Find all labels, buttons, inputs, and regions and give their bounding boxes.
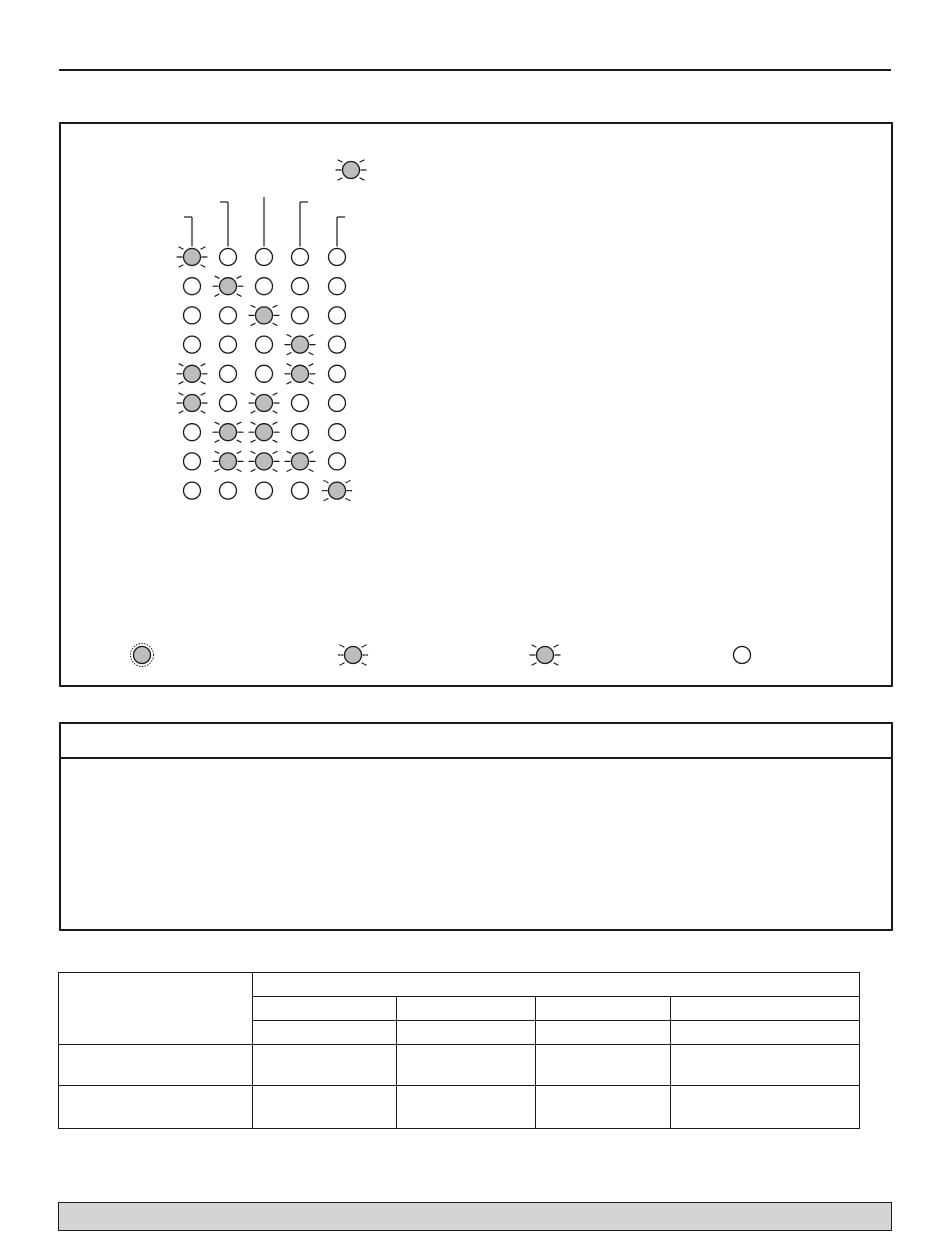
grid-led-icon (292, 424, 309, 441)
table-cell (671, 1021, 860, 1045)
table-cell (536, 1086, 671, 1129)
grid-led-icon (256, 453, 273, 470)
table-cell (536, 997, 671, 1021)
table-row (59, 973, 860, 997)
table-cell (671, 1045, 860, 1086)
grid-led-icon (220, 365, 237, 382)
status-led-icon (343, 162, 360, 179)
grid-led-icon (184, 336, 201, 353)
table-cell (536, 1045, 671, 1086)
grid-led-icon (329, 482, 346, 499)
grid-led-icon (184, 395, 201, 412)
grid-led-icon (256, 482, 273, 499)
grid-led-icon (292, 249, 309, 266)
grid-led-icon (256, 365, 273, 382)
table-cell (397, 1021, 536, 1045)
grid-led-icon (329, 278, 346, 295)
grid-led-icon (184, 424, 201, 441)
legend-led-icon (345, 647, 362, 664)
grid-led-icon (292, 278, 309, 295)
note-box-header (61, 724, 891, 759)
grid-led-icon (184, 453, 201, 470)
grid-led-icon (220, 424, 237, 441)
grid-led-icon (329, 424, 346, 441)
table-cell (253, 1045, 397, 1086)
table-cell (253, 1086, 397, 1129)
grid-led-icon (256, 424, 273, 441)
top-rule (59, 69, 891, 71)
grid-led-icon (329, 307, 346, 324)
grid-led-icon (292, 453, 309, 470)
grid-led-icon (292, 395, 309, 412)
table-cell (671, 1086, 860, 1129)
grid-led-icon (220, 249, 237, 266)
legend-led-icon (537, 647, 554, 664)
table-group-header (253, 973, 860, 997)
grid-led-icon (184, 365, 201, 382)
grid-led-icon (220, 307, 237, 324)
table-corner-cell (59, 973, 253, 1045)
table-cell (59, 1045, 253, 1086)
grid-led-icon (292, 307, 309, 324)
grid-led-icon (184, 249, 201, 266)
grid-led-icon (256, 307, 273, 324)
table-cell (59, 1086, 253, 1129)
table-row (59, 1086, 860, 1129)
table-cell (397, 1086, 536, 1129)
grid-led-icon (220, 278, 237, 295)
legend-led-icon (734, 647, 751, 664)
grid-led-icon (329, 336, 346, 353)
grid-led-icon (220, 453, 237, 470)
table-cell (253, 997, 397, 1021)
grid-led-icon (184, 278, 201, 295)
note-box (59, 722, 893, 931)
spec-table (58, 972, 860, 1129)
grid-led-icon (329, 365, 346, 382)
grid-led-icon (256, 249, 273, 266)
grid-led-icon (292, 482, 309, 499)
legend-led-icon (134, 647, 151, 664)
grid-led-icon (220, 482, 237, 499)
grid-led-icon (220, 336, 237, 353)
grid-led-icon (329, 453, 346, 470)
table-cell (536, 1021, 671, 1045)
grid-led-icon (256, 278, 273, 295)
grid-led-icon (256, 336, 273, 353)
footer-bar (58, 1202, 892, 1231)
grid-led-icon (184, 307, 201, 324)
grid-led-icon (184, 482, 201, 499)
led-indicator-diagram (59, 122, 893, 687)
table-cell (397, 1045, 536, 1086)
grid-led-icon (220, 395, 237, 412)
table-cell (397, 997, 536, 1021)
grid-led-icon (329, 249, 346, 266)
grid-led-icon (329, 395, 346, 412)
table-row (59, 1045, 860, 1086)
grid-led-icon (256, 395, 273, 412)
grid-led-icon (292, 365, 309, 382)
table-cell (253, 1021, 397, 1045)
grid-led-icon (292, 336, 309, 353)
table-cell (671, 997, 860, 1021)
